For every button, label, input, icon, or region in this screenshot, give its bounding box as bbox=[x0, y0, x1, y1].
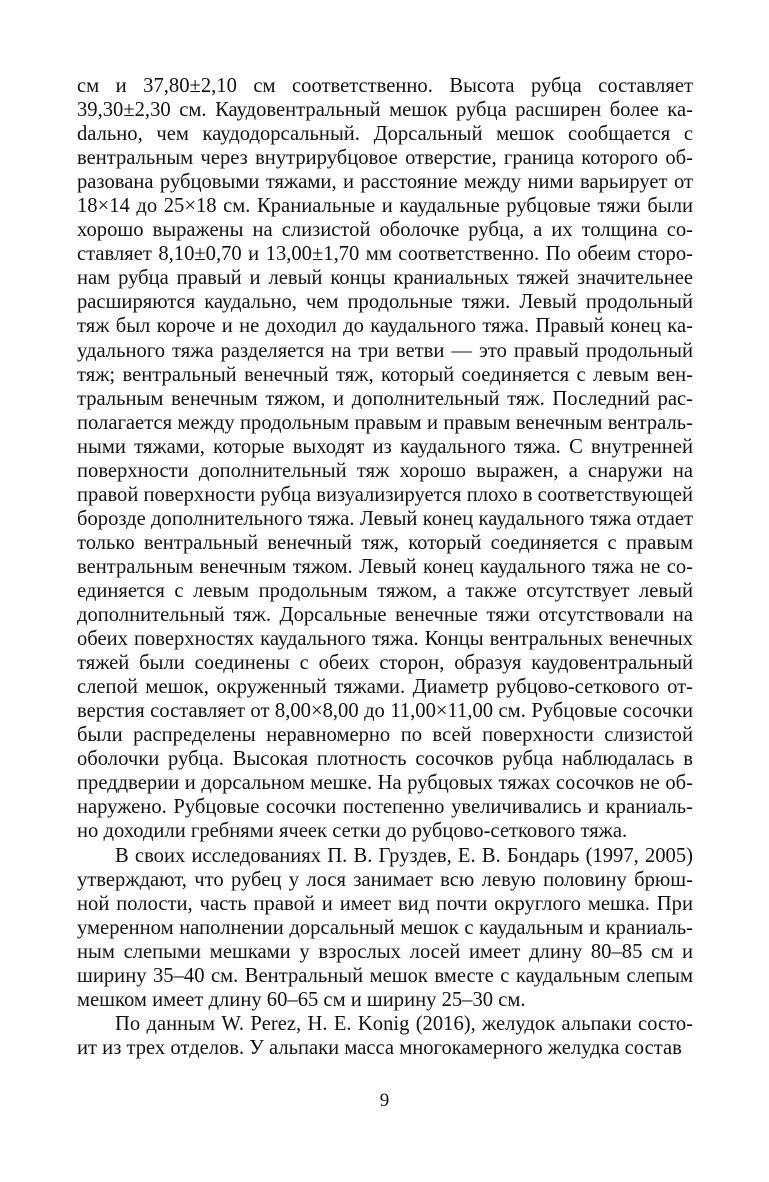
paragraph-alpaca-study: По данным W. Perez, H. E. Konig (2016), желудок альпаки состоит из трех отделов. У альпаки масса многокамерного желудка состав bbox=[77, 1012, 693, 1059]
page-number: 9 bbox=[379, 1090, 390, 1111]
paragraph-moose-study: В своих исследованиях П. В. Груздев, Е. В. Бондарь (1997, 2005) утверждают, что рубец у лося занимает всю левую половину брюшной полости, часть правой и имеет вид почти округлого мешка. При умеренном наполнении дорсальный мешок с каудальным и краниальным слепыми мешками у взрослых лосей имеет длину 80–85 см и ширину 35–40 см. Вентральный мешок вместе с каудальным слепым мешком имеет длину 60–65 см и ширину 25–30 см. bbox=[77, 844, 693, 1011]
paragraph-rumen-description: см и 37,80±2,10 см соответственно. Высота рубца составляет 39,30±2,30 см. Каудовентральный мешок рубца расширен более каdально, чем каудодорсальный. Дорсальный мешок сообщается с вентральным через внутрирубцовое отверстие, граница которого образована рубцовыми тяжами, и расстояние между ними варьирует от 18×14 до 25×18 см. Краниальные и каудальные рубцовые тяжи были хорошо выражены на слизистой оболочке рубца, а их толщина составляет 8,10±0,70 и 13,00±1,70 мм соответственно. По обеим сторонам рубца правый и левый концы краниальных тяжей значительнее расширяются каудально, чем продольные тяжи. Левый продольный тяж был короче и не доходил до каудального тяжа. Правый конец каудального тяжа разделяется на три ветви — это правый продольный тяж; вентральный венечный тяж, который соединяется с левым вентральным венечным тяжом, и дополнительный тяж. Последний располагается между продольным правым и правым венечным вентральными тяжами, которые выходят из каудального тяжа. С внутренней поверхности дополнительный тяж хорошо выражен, а снаружи на правой поверхности рубца визуализируется плохо в соответствующей борозде дополнительного тяжа. Левый конец каудального тяжа отдает только вентральный венечный тяж, который соединяется с правым вентральным венечным тяжом. Левый конец каудального тяжа не соединяется с левым продольным тяжом, а также отсутствует левый дополнительный тяж. Дорсальные венечные тяжи отсутствовали на обеих поверхностях каудального тяжа. Концы вентральных венечных тяжей были соединены с обеих сторон, образуя каудовентральный слепой мешок, окруженный тяжами. Диаметр рубцово-сеткового отверстия составляет от 8,00×8,00 до 11,00×11,00 см. Рубцовые сосочки были распределены неравномерно по всей поверхности слизистой оболочки рубца. Высокая плотность сосочков рубца наблюдалась в преддверии и дорсальном мешке. На рубцовых тяжах сосочков не обнаружено. Рубцовые сосочки постепенно увеличивались и краниально доходили гребнями ячеек сетки до рубцово-сеткового тяжа. bbox=[77, 75, 693, 843]
page-body bbox=[77, 74, 693, 1060]
